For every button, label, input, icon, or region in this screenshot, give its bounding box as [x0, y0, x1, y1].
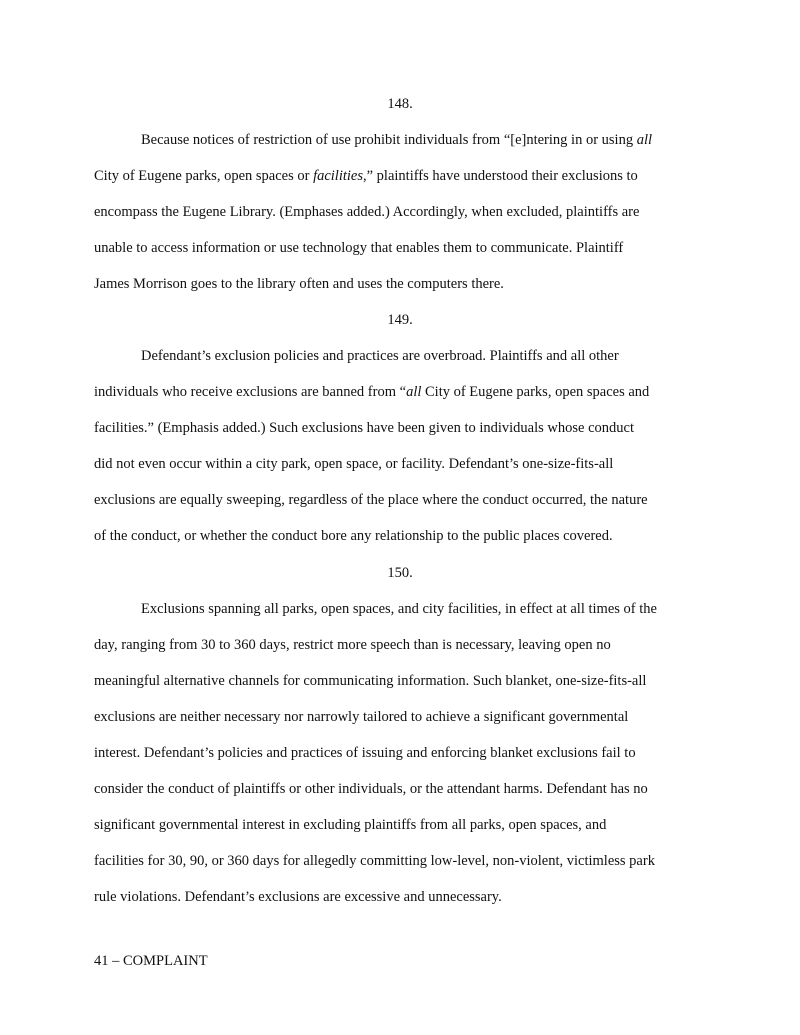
paragraph-line: exclusions are neither necessary nor narrowly tailored to achieve a significant governmental	[94, 709, 629, 725]
paragraph-line: did not even occur within a city park, open space, or facility. Defendant’s one-size-fits-all	[94, 456, 614, 472]
emphasis-text: all	[406, 384, 422, 400]
paragraph-line: encompass the Eugene Library. (Emphases added.) Accordingly, when excluded, plaintiffs are	[94, 204, 640, 220]
paragraph-line: individuals who receive exclusions are banned from “all City of Eugene parks, open spaces and	[94, 384, 650, 400]
emphasis-text: facilities	[313, 168, 363, 184]
paragraph-line: Defendant’s exclusion policies and practices are overbroad. Plaintiffs and all other	[141, 348, 619, 364]
paragraph-line: rule violations. Defendant’s exclusions are excessive and unnecessary.	[94, 889, 502, 905]
paragraph-line: consider the conduct of plaintiffs or other individuals, or the attendant harms. Defendant has no	[94, 781, 648, 797]
paragraph-line: Exclusions spanning all parks, open spaces, and city facilities, in effect at all times of the	[141, 601, 657, 617]
paragraph-number: 150.	[387, 565, 413, 581]
page-footer: 41 – COMPLAINT	[94, 953, 208, 969]
paragraph-line: Because notices of restriction of use prohibit individuals from “[e]ntering in or using all	[141, 132, 653, 148]
paragraph-line: facilities for 30, 90, or 360 days for allegedly committing low-level, non-violent, victimless park	[94, 853, 655, 869]
paragraph-number: 148.	[387, 96, 413, 112]
paragraph-line: day, ranging from 30 to 360 days, restrict more speech than is necessary, leaving open no	[94, 637, 611, 653]
paragraph-line: exclusions are equally sweeping, regardless of the place where the conduct occurred, the nature	[94, 492, 648, 508]
paragraph-line: facilities.” (Emphasis added.) Such exclusions have been given to individuals whose conduct	[94, 420, 634, 436]
paragraph-line: City of Eugene parks, open spaces or facilities,” plaintiffs have understood their exclusions to	[94, 168, 638, 184]
paragraph-line: significant governmental interest in excluding plaintiffs from all parks, open spaces, and	[94, 817, 607, 833]
paragraph-line: unable to access information or use technology that enables them to communicate. Plaintiff	[94, 240, 624, 256]
paragraph-number: 149.	[387, 312, 413, 328]
paragraph-line: interest. Defendant’s policies and practices of issuing and enforcing blanket exclusions fail to	[94, 745, 636, 761]
paragraph-line: of the conduct, or whether the conduct bore any relationship to the public places covered.	[94, 528, 613, 544]
paragraph-line: James Morrison goes to the library often and uses the computers there.	[94, 276, 504, 292]
paragraph-line: meaningful alternative channels for communicating information. Such blanket, one-size-fits-all	[94, 673, 647, 689]
emphasis-text: all	[636, 132, 653, 148]
